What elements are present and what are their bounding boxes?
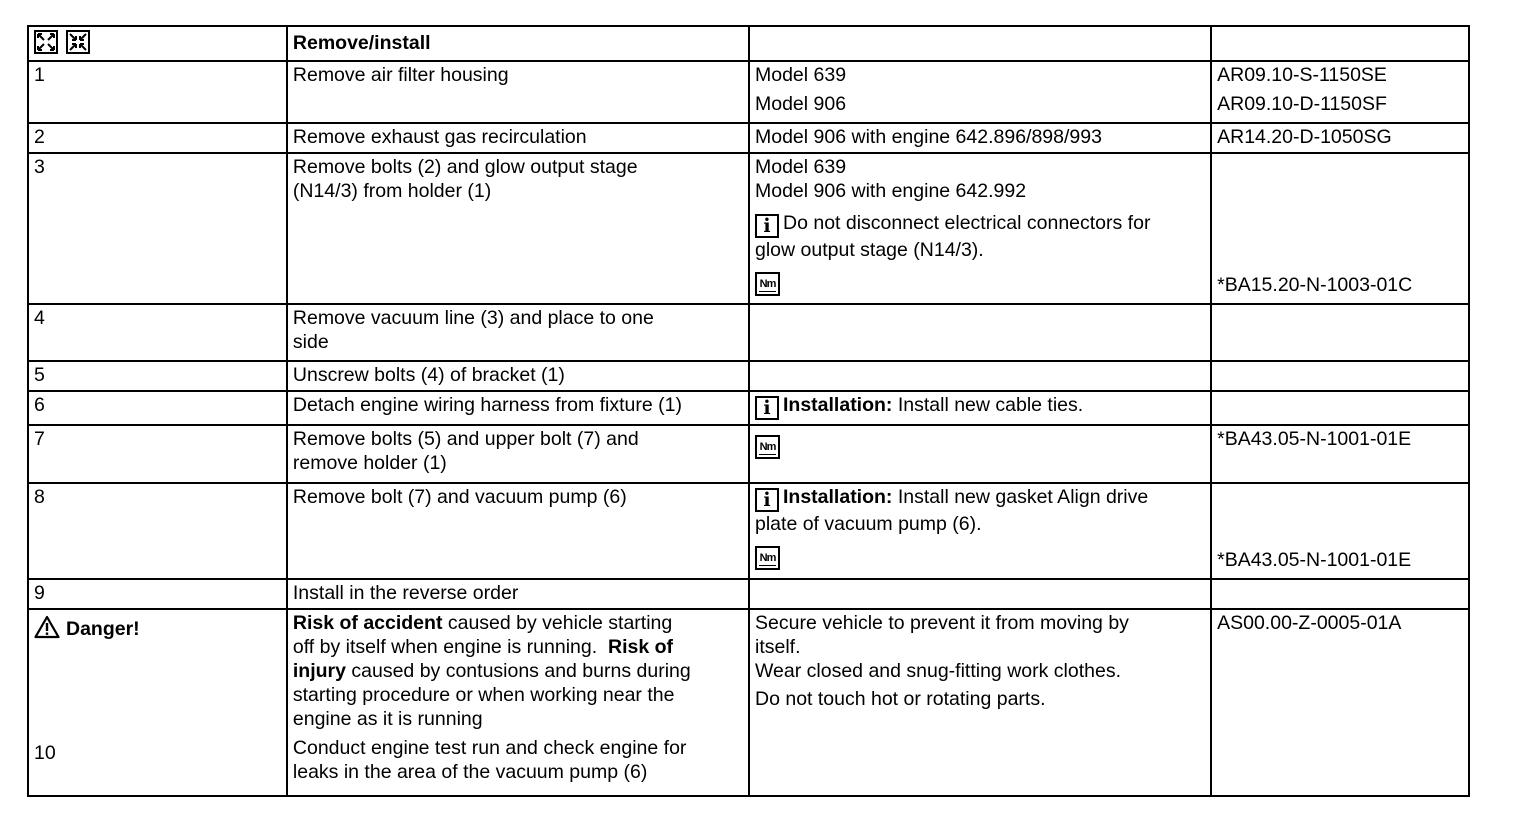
torque-icon[interactable]: Nm: [755, 272, 780, 296]
step-text: Unscrew bolts (4) of bracket (1): [292, 364, 565, 386]
step-text: Remove bolt (7) and vacuum pump (6): [292, 486, 627, 508]
danger-label: Danger!: [66, 618, 140, 640]
step-text: Remove exhaust gas recirculation: [292, 126, 587, 148]
step-text: Install in the reverse order: [292, 582, 519, 604]
info-text: Install new cable ties.: [897, 394, 1084, 416]
risk-injury-label: Risk of: [607, 636, 673, 658]
model-note: Model 639: [755, 64, 847, 86]
step-text: (N14/3) from holder (1): [292, 180, 492, 202]
step-number: 5: [28, 361, 287, 391]
risk-text: caused by vehicle starting: [442, 612, 673, 634]
table-row: [28, 391, 1469, 425]
step-number: 10: [34, 742, 56, 764]
header-icons-cell: [28, 26, 287, 61]
table-header-row: [28, 26, 1469, 61]
installation-label: Installation:: [783, 394, 893, 416]
step-text: Remove vacuum line (3) and place to one: [292, 307, 654, 329]
header-title: Remove/install: [287, 26, 749, 61]
step-text: remove holder (1): [292, 452, 447, 474]
info-text: Install new gasket Align drive: [897, 486, 1149, 508]
reference-link[interactable]: AR09.10-D-1150SF: [1217, 93, 1387, 115]
step-text: Remove bolts (2) and glow output stage: [292, 156, 638, 178]
reference-link[interactable]: *BA43.05-N-1001-01E: [1217, 428, 1412, 450]
reference-link[interactable]: AS00.00-Z-0005-01A: [1217, 612, 1402, 634]
safety-note: itself.: [755, 636, 801, 658]
step-text: leaks in the area of the vacuum pump (6): [292, 761, 648, 783]
procedure-table: [27, 25, 1470, 797]
risk-text: caused by contusions and burns during: [345, 660, 691, 682]
info-text: plate of vacuum pump (6).: [755, 513, 982, 535]
step-number: 6: [28, 391, 287, 425]
torque-icon[interactable]: Nm: [755, 435, 780, 459]
step-number: 7: [28, 425, 287, 483]
risk-injury-label-2: injury: [292, 660, 346, 682]
table-row: [28, 123, 1469, 153]
reference-link[interactable]: *BA43.05-N-1001-01E: [1217, 549, 1412, 571]
safety-note: Secure vehicle to prevent it from moving by: [755, 612, 1129, 634]
installation-label: Installation:: [783, 486, 893, 508]
safety-note: Do not touch hot or rotating parts.: [755, 688, 1046, 710]
step-text: Remove bolts (5) and upper bolt (7) and: [292, 428, 639, 450]
step-number: 4: [28, 304, 287, 361]
model-note: Model 906 with engine 642.896/898/993: [755, 126, 1102, 148]
step-number: 9: [28, 579, 287, 609]
step-number: 8: [28, 483, 287, 579]
expand-icon[interactable]: [34, 30, 58, 54]
step-text: Remove air filter housing: [292, 64, 509, 86]
reference-link[interactable]: AR09.10-S-1150SE: [1217, 64, 1387, 86]
info-icon[interactable]: i: [755, 214, 779, 238]
collapse-icon[interactable]: [66, 30, 90, 54]
reference-link[interactable]: AR14.20-D-1050SG: [1217, 126, 1392, 148]
table-row: [28, 61, 1469, 123]
step-number: 2: [28, 123, 287, 153]
table-row: [28, 361, 1469, 391]
info-icon[interactable]: i: [755, 488, 779, 512]
step-text: side: [292, 331, 329, 353]
step-number: 3: [28, 153, 287, 304]
table-row: [28, 304, 1469, 361]
danger-label-line: [34, 615, 281, 641]
risk-text: starting procedure or when working near the: [292, 684, 675, 706]
info-icon[interactable]: i: [755, 396, 779, 420]
risk-text: off by itself when engine is running.: [292, 636, 598, 658]
table-row: [28, 425, 1469, 483]
reference-link[interactable]: *BA15.20-N-1003-01C: [1217, 274, 1413, 296]
info-text: Do not disconnect electrical connectors for: [783, 212, 1151, 234]
risk-text: engine as it is running: [292, 708, 483, 730]
danger-row: [28, 609, 1469, 796]
warning-triangle-icon: [34, 615, 60, 639]
torque-icon[interactable]: Nm: [755, 546, 780, 570]
table-row: [28, 483, 1469, 579]
step-text: Conduct engine test run and check engine for: [292, 737, 687, 759]
table-row: [28, 579, 1469, 609]
header-empty-4: [1211, 26, 1469, 61]
safety-note: Wear closed and snug-fitting work clothes.: [755, 660, 1121, 682]
step-number: 1: [28, 61, 287, 123]
risk-accident-label: Risk of accident: [292, 612, 443, 634]
header-empty-3: [749, 26, 1211, 61]
model-note: Model 906 with engine 642.992: [755, 180, 1027, 202]
info-text: glow output stage (N14/3).: [755, 239, 984, 261]
model-note: Model 906: [755, 93, 847, 115]
model-note: Model 639: [755, 156, 847, 178]
step-text: Detach engine wiring harness from fixture (1): [292, 394, 682, 416]
table-row: [28, 153, 1469, 304]
